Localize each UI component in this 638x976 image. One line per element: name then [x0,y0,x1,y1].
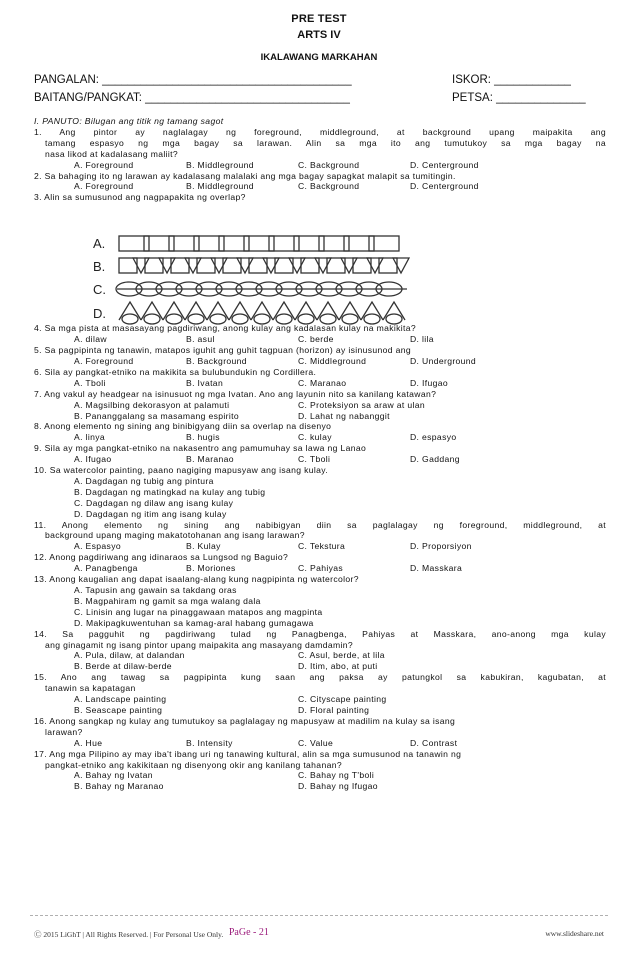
option: C. Tboli [298,454,331,465]
option: C. Proteksiyon sa araw at ulan [298,399,426,410]
grade-section-field: BAITANG/PANGKAT: ________________________________ [34,92,350,104]
option: D. Bahay ng Ifugao [298,781,378,792]
question-11-line-2: background upang maging makatotohanan ang isang larawan? [45,530,305,541]
question-15-line-2: tanawin sa kapatagan [45,683,136,694]
option: C. Asul, berde, at lila [298,650,385,661]
option: D. Centerground [410,181,479,192]
option: B. Intensity [186,737,233,748]
question-17-options-row-1 [34,770,606,781]
question-1-line-2: tamang espasyo ng mga bagay sa larawan. Alin sa mga ito ang tumutukoy sa mga bagay na [45,137,606,148]
question-4: 4. Sa mga pista at masasayang pagdiriwang, anong kulay ang kadalasan kulay na makikita? [34,323,417,334]
option: D. Floral painting [298,704,370,715]
row-b-shapes [119,258,409,273]
triangle-shape [159,258,175,273]
option: B. Middleground [186,159,254,170]
option: A. Foreground [74,355,134,366]
question-10-option-c: C. Dagdagan ng dilaw ang isang kulay [74,497,234,508]
option: B. Bahay ng Maranao [74,781,164,792]
triangle-shape [133,258,149,273]
question-16-options [34,738,606,749]
triangle-shape [185,258,201,273]
overlap-figure [89,232,416,330]
loop-ellipse [276,314,292,324]
option: C. Pahiyas [298,563,344,574]
option: A. Foreground [74,181,134,192]
copyright-text: Ⓒ 2015 LiGhT | All Rights Reserved. | For Personal Use Only. [34,930,224,939]
score-field: ISKOR: ____________ [452,74,571,86]
triangle-shape [315,258,331,273]
triangle-shape [237,258,253,273]
triangle-shape [211,258,227,273]
question-6-options [34,378,606,389]
question-1-line-3: nasa likod at kadalasang maliit? [45,148,179,159]
question-5-options [34,356,606,367]
option: A. Magsilbing dekorasyon at palamuti [74,399,230,410]
question-8: 8. Anong elemento ng sining ang binibigyang diin sa overlap na disenyo [34,421,332,432]
option: A. Bahay ng Ivatan [74,770,153,781]
figure-label-a: A. [93,236,106,251]
question-11-options [34,541,606,552]
option: B. hugis [186,432,220,443]
footer-divider [30,915,608,916]
page-number: PaGe - 21 [228,927,269,938]
questions [34,116,606,792]
question-17-line-2: pangkat-etniko ang kakikitaan ng disenyong okir ang kanilang tahanan? [45,759,342,770]
question-14-line-2: ang ginagamit ng isang pintor upang maipakita ang masayang damdamin? [45,639,354,650]
option: A. Ifugao [74,454,112,465]
option: C. Cityscape painting [298,694,387,705]
option: D. Itim, abo, at puti [298,661,378,672]
option: C. Bahay ng T'boli [298,770,375,781]
option: D. Proporsiyon [410,541,472,552]
option: B. Background [186,355,247,366]
loop-ellipse [210,314,226,324]
option: D. Masskara [410,563,463,574]
question-7-options-row-2 [34,411,606,422]
question-13-option-c: C. Linisin ang lugar na pinaggawaan matapos ang magpinta [74,606,323,617]
loop-ellipse [232,314,248,324]
triangle-shape [263,258,279,273]
option: B. Moriones [186,563,236,574]
question-1-line-1: 1. Ang pintor ay naglalagay ng foreground, middleground, at background upang maipakita ang [34,126,606,137]
loop-ellipse [320,314,336,324]
loop-ellipse [166,314,182,324]
question-16-line-2: larawan? [45,726,83,737]
option: C. Maranao [298,377,347,388]
option: D. espasyo [410,432,457,443]
footer-copyright [34,929,269,940]
option: C. berde [298,334,334,345]
option: A. linya [74,432,105,443]
option: D. Gaddang [410,454,460,465]
loop-ellipse [298,314,314,324]
question-7-options-row-1 [34,400,606,411]
question-10-option-d: D. Dagdagan ng itim ang isang kulay [74,508,227,519]
row-c-shapes [116,282,407,296]
question-13: 13. Anong kaugalian ang dapat isaalang-alang kung nagpipinta ng watercolor? [34,574,359,585]
option: D. Lahat ng nabanggit [298,410,390,421]
question-12-options [34,563,606,574]
question-6: 6. Sila ay pangkat-etniko na makikita sa bulubundukin ng Cordillera. [34,366,317,377]
question-13-option-d: D. Makipagkuwentuhan sa kamag-aral habang gumagawa [74,617,314,628]
question-11-line-1: 11. Anong elemento ng sining ang nabibigyan diin sa paglalagay ng foreground, middleground, at [34,519,606,530]
question-2: 2. Sa bahaging ito ng larawan ay kadalasang malalaki ang mga bagay sapagkat malapit sa tumitingin. [34,170,456,181]
option: B. Maranao [186,454,234,465]
option: A. Landscape painting [74,694,167,705]
option: B. asul [186,334,215,345]
question-12: 12. Anong pagdiriwang ang idinaraos sa Lungsod ng Baguio? [34,552,289,563]
loop-ellipse [386,314,402,324]
question-13-option-b: B. Magpahiram ng gamit sa mga walang dala [74,595,261,606]
loop-ellipse [364,314,380,324]
question-5: 5. Sa pagpipinta ng tanawin, matapos iguhit ang guhit tagpuan (horizon) ay isinusunod ang [34,345,412,356]
question-13-option-a: A. Tapusin ang gawain sa takdang oras [74,585,237,595]
option: D. Contrast [410,737,458,748]
figure-label-c: C. [93,282,106,297]
option: C. Background [298,159,360,170]
question-15-options-row-2 [34,705,606,716]
option: D. Underground [410,355,477,366]
option: A. Hue [74,737,103,748]
question-14-options-row-2 [34,661,606,672]
loop-ellipse [342,314,358,324]
question-15-line-1: 15. Ano ang tawag sa pagpipinta kung saan ang paksa ay patungkol sa kabukiran, kagubatan, at [34,672,606,683]
question-17-options-row-2 [34,781,606,792]
option: D. Centerground [410,159,479,170]
question-15-options-row-1 [34,694,606,705]
option: A. Foreground [74,159,134,170]
question-3: 3. Alin sa sumusunod ang nagpapakita ng overlap? [34,192,246,203]
question-9: 9. Sila ay mga pangkat-etniko na nakasentro ang pamumuhay sa lawa ng Lanao [34,443,367,454]
option: C. Value [298,737,334,748]
option: A. Espasyo [74,541,121,552]
question-14-line-1: 14. Sa pagguhit ng pagdiriwang tulad ng Panagbenga, Pahiyas at Masskara, ano-anong mga kulay [34,628,606,639]
quarter-title: IKALAWANG MARKAHAN [260,52,378,63]
row-a-shapes [119,236,399,251]
option: B. Pananggalang sa masamang espirito [74,410,239,421]
option: C. Background [298,181,360,192]
option: A. Tboli [74,377,106,388]
name-field: PANGALAN: _______________________________________ [34,74,352,86]
question-16-line-1: 16. Anong sangkap ng kulay ang tumutukoy sa paglalagay ng mapusyaw at madilim na kulay sa isang [34,715,456,726]
question-1-options [34,160,606,171]
row-d-shapes [119,302,405,324]
question-2-options [34,181,606,192]
footer-website: www.slideshare.net [545,929,604,938]
option: B. Middleground [186,181,254,192]
option: A. Pula, dilaw, at dalandan [74,650,185,661]
question-7: 7. Ang vakul ay headgear na isinusuot ng mga Ivatan. Ano ang layunin nito sa kanilang katawan? [34,388,437,399]
date-field: PETSA: ______________ [452,92,586,104]
option: C. Middleground [298,355,367,366]
loop-ellipse [188,314,204,324]
triangle-shape [289,258,305,273]
question-17-line-1: 17. Ang mga Pilipino ay may iba't ibang uri ng tanawing kultural, alin sa mga sumusunod na tanawin ng [34,748,462,759]
loop-ellipse [144,314,160,324]
subject-title: ARTS IV [297,29,341,41]
figure-label-b: B. [93,259,106,274]
option: B. Kulay [186,541,221,552]
triangle-shape [393,258,409,273]
question-10-option-a: A. Dagdagan ng tubig ang pintura [74,475,214,486]
option: C. kulay [298,432,332,443]
option: B. Seascape painting [74,704,163,715]
question-10-option-b: B. Dagdagan ng matingkad na kulay ang tubig [74,486,266,497]
question-9-options [34,454,606,465]
option: B. Ivatan [186,377,224,388]
triangle-shape [367,258,383,273]
option: D. Ifugao [410,377,449,388]
option: C. Tekstura [298,541,346,552]
question-14-options-row-1 [34,650,606,661]
question-4-options [34,334,606,345]
instructions: I. PANUTO: Bilugan ang titik ng tamang sagot [34,116,224,126]
loop-ellipse [254,314,270,324]
triangle-shape [341,258,357,273]
loop-ellipse [122,314,138,324]
option: A. Panagbenga [74,563,138,574]
test-title: PRE TEST [291,13,347,25]
question-8-options [34,432,606,443]
question-10: 10. Sa watercolor painting, paano nagiging mapusyaw ang isang kulay. [34,465,329,476]
option: A. dilaw [74,334,107,345]
figure-label-d: D. [93,306,106,321]
option: D. lila [410,334,434,345]
option: B. Berde at dilaw-berde [74,661,172,672]
